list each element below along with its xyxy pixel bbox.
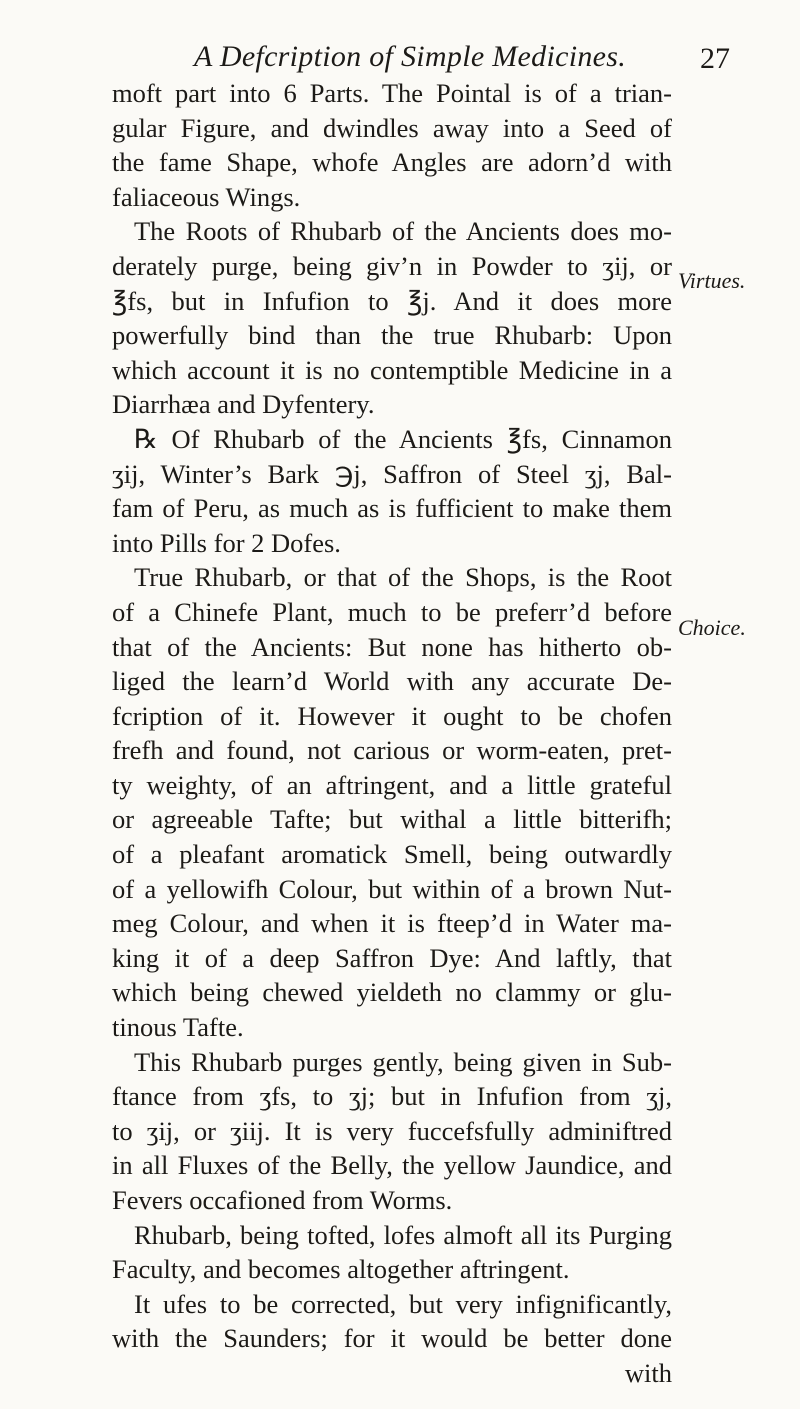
text-line: The Roots of Rhubarb of the Ancients does mo- [134,216,672,247]
page-header [110,40,730,80]
text-line: ty weighty, of an aftringent, and a little grateful [112,769,672,800]
text-line: of a yellowifh Colour, but within of a brown Nut- [112,873,672,904]
running-title: A Defcription of Simple Medicines. [193,40,627,73]
page-number: 27 [700,42,730,75]
text-line: This Rhubarb purges gently, being given in Sub- [134,1046,672,1077]
text-line: liged the learn’d World with any accurate De- [112,666,672,697]
text-line: frefh and found, not carious or worm-eaten, pret- [112,735,672,766]
text-line: fcription of it. However it ought to be chofen [112,700,672,731]
text-line: Faculty, and becomes altogether aftringent. [112,1254,570,1285]
text-line: of a pleafant aromatick Smell, being outwardly [112,839,672,870]
text-line: the fame Shape, whofe Angles are adorn’d with [112,147,672,178]
margin-note-choice: Choice. [678,615,746,640]
text-line: ftance from ʒfs, to ʒj; but in Infufion from ʒj, [112,1081,672,1112]
text-line: in all Fluxes of the Belly, the yellow Jaundice, and [112,1150,672,1181]
text-line: which account it is no contemptible Medicine in a [112,354,672,385]
text-line: tinous Tafte. [112,1012,244,1043]
text-line: Rhubarb, being tofted, lofes almoft all its Purging [134,1219,672,1250]
text-line: to ʒij, or ʒiij. It is very fuccefsfully adminiftred [112,1115,672,1146]
text-line: Fevers occafioned from Worms. [112,1185,453,1215]
text-line: True Rhubarb, or that of the Shops, is the Root [134,562,672,593]
text-line: ℞ Of Rhubarb of the Ancients ℥fs, Cinnamon [134,423,672,454]
text-line: faliaceous Wings. [112,181,301,212]
text-line: gular Figure, and dwindles away into a Seed of [112,112,672,143]
text-line: Diarrhæa and Dyfentery. [112,389,375,420]
text-line: derately purge, being giv’n in Powder to ʒij, or [112,250,672,281]
text-line: king it of a deep Saffron Dye: And laftly, that [112,942,672,973]
text-line: ʒij, Winter’s Bark ℈j, Saffron of Steel ʒj, Bal- [112,458,672,489]
text-line: powerfully bind than the true Rhubarb: Upon [112,320,672,351]
text-line: of a Chinefe Plant, much to be preferr’d before [112,596,672,627]
text-line: moft part into 6 Parts. The Pointal is of a trian- [112,78,672,108]
margin-note-virtues: Virtues. [678,268,746,293]
catchword: with [624,1357,672,1388]
text-line: or agreeable Tafte; but withal a little bitterifh; [112,804,672,835]
text-line: It ufes to be corrected, but very infignificantly, [134,1288,672,1319]
text-line: meg Colour, and when it is fteep’d in Water ma- [112,908,672,939]
text-line: which being chewed yieldeth no clammy or glu- [112,977,672,1008]
body-text [112,76,672,1391]
text-line: into Pills for 2 Dofes. [112,527,341,558]
text-line: ℥fs, but in Infufion to ℥j. And it does more [112,285,672,316]
text-line: that of the Ancients: But none has hitherto ob- [112,631,672,662]
text-line: with the Saunders; for it would be better done [112,1323,672,1354]
text-line: fam of Peru, as much as is fufficient to make them [112,493,672,524]
